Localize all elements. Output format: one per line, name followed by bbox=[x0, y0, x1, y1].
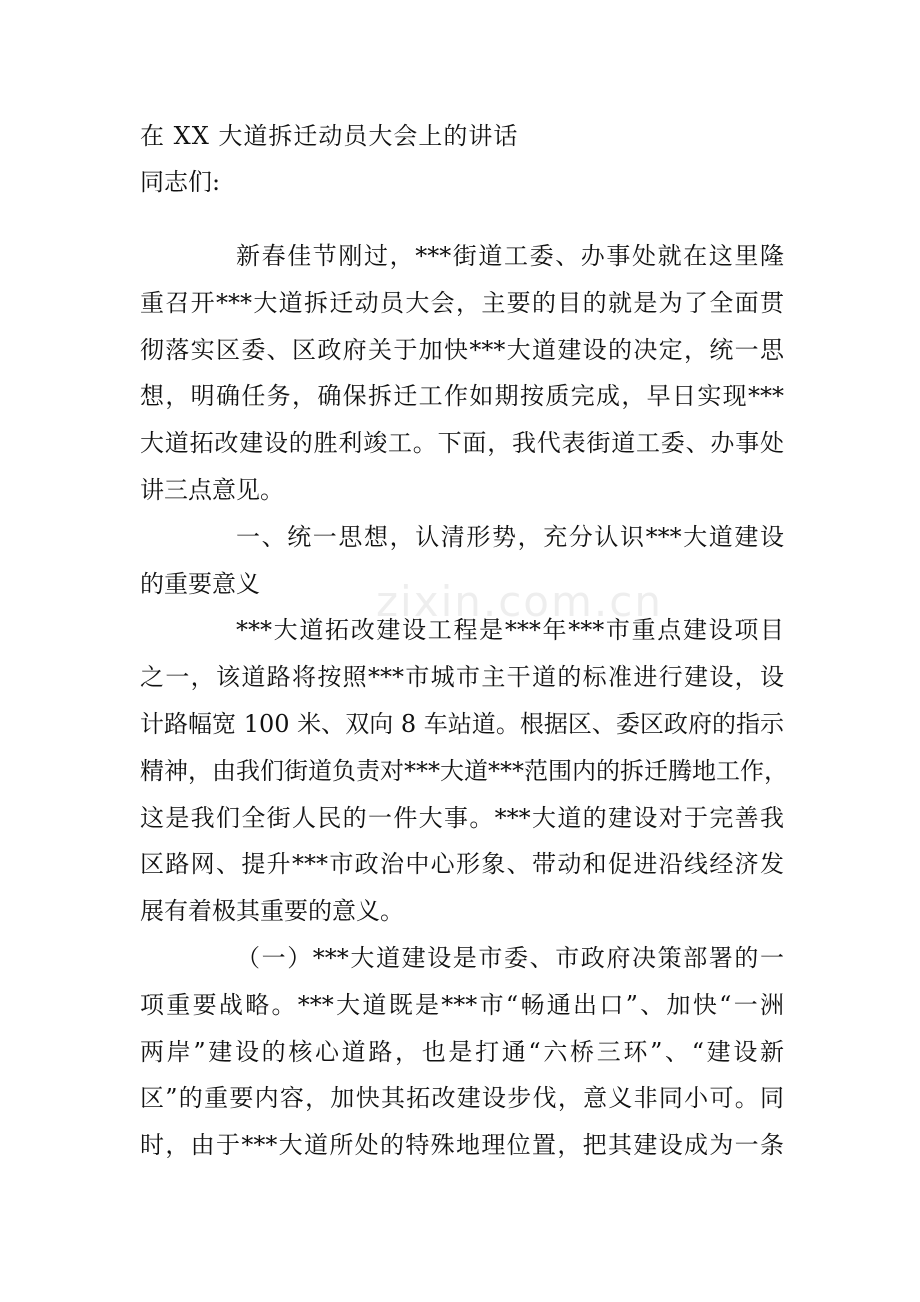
text-line: 大道拓改建设的胜利竣工。下面，我代表街道工委、办事处 bbox=[140, 429, 784, 458]
text-line: 的重要意义 bbox=[140, 569, 260, 598]
text-line: 两岸”建设的核心道路，也是打通“六桥三环”、“建设新 bbox=[140, 1037, 784, 1066]
text-line: 之一，该道路将按照***市城市主干道的标准进行建设，设 bbox=[140, 663, 784, 692]
text-line: （一）***大道建设是市委、市政府决策部署的一 bbox=[236, 943, 784, 972]
text-line: 区”的重要内容，加快其拓改建设步伐，意义非同小可。同 bbox=[140, 1084, 784, 1113]
salutation: 同志们: bbox=[140, 168, 221, 196]
text-line: ***大道拓改建设工程是***年***市重点建设项目 bbox=[236, 616, 784, 645]
text-line: 想，明确任务，确保拆迁工作如期按质完成，早日实现*** bbox=[140, 382, 784, 411]
text-line: 精神，由我们街道负责对***大道***范围内的拆迁腾地工作， bbox=[140, 756, 788, 785]
text-line: 新春佳节刚过，***街道工委、办事处就在这里隆 bbox=[236, 242, 784, 270]
text-line: 这是我们全街人民的一件大事。***大道的建设对于完善我 bbox=[140, 803, 784, 832]
document-body bbox=[140, 233, 788, 1169]
text-line: 讲三点意见。 bbox=[140, 475, 284, 504]
text-line: 彻落实区委、区政府关于加快***大道建设的决定，统一思 bbox=[140, 335, 784, 364]
text-line: 时，由于***大道所处的特殊地理位置，把其建设成为一条 bbox=[140, 1131, 784, 1160]
text-line: 重召开***大道拆迁动员大会，主要的目的就是为了全面贯 bbox=[140, 288, 784, 317]
text-line: 区路网、提升***市政治中心形象、带动和促进沿线经济发 bbox=[140, 850, 784, 879]
text-line: 项重要战略。***大道既是***市“畅通出口”、加快“一洲 bbox=[140, 990, 784, 1019]
text-line: 一、统一思想，认清形势，充分认识***大道建设 bbox=[236, 522, 784, 551]
document-title: 在 XX 大道拆迁动员大会上的讲话 bbox=[140, 122, 519, 150]
watermark: zixin.com.cn bbox=[376, 577, 663, 626]
text-line: 展有着极其重要的意义。 bbox=[140, 897, 404, 926]
text-line: 计路幅宽 100 米、双向 8 车站道。根据区、委区政府的指示 bbox=[140, 709, 784, 738]
